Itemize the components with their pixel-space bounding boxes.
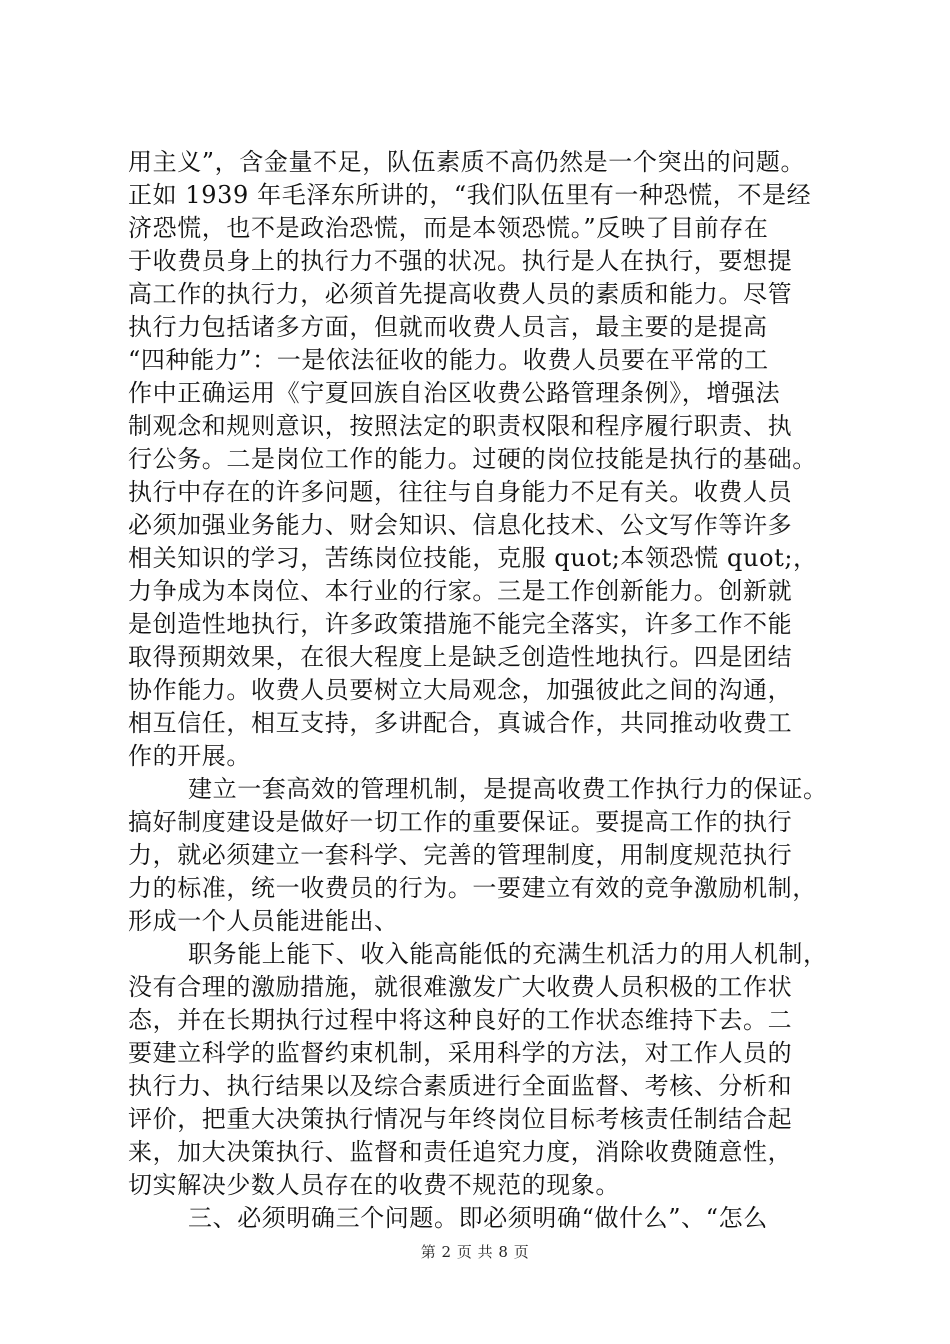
text-line: 要建立科学的监督约束机制，采用科学的方法，对工作人员的 bbox=[128, 1039, 793, 1067]
text-line: 行公务。二是岗位工作的能力。过硬的岗位技能是执行的基础。 bbox=[128, 445, 817, 473]
text-line: 搞好制度建设是做好一切工作的重要保证。要提高工作的执行 bbox=[128, 808, 793, 836]
text-line: 力的标准，统一收费员的行为。一要建立有效的竞争激励机制， bbox=[128, 874, 817, 902]
text-line: 执行力、执行结果以及综合素质进行全面监督、考核、分析和 bbox=[128, 1072, 793, 1100]
text-line: 作的开展。 bbox=[128, 742, 251, 770]
text-line: 相关知识的学习，苦练岗位技能，克服 quot;本领恐慌 quot;， bbox=[128, 544, 818, 572]
text-line: 必须加强业务能力、财会知识、信息化技术、公文写作等许多 bbox=[128, 511, 793, 539]
text-line: “四种能力”：一是依法征收的能力。收费人员要在平常的工 bbox=[128, 346, 769, 374]
text-line: 作中正确运用《宁夏回族自治区收费公路管理条例》，增强法 bbox=[128, 379, 781, 407]
text-line: 相互信任，相互支持，多讲配合，真诚合作，共同推动收费工 bbox=[128, 709, 793, 737]
text-line: 取得预期效果，在很大程度上是缺乏创造性地执行。四是团结 bbox=[128, 643, 793, 671]
text-line: 来，加大决策执行、监督和责任追究力度，消除收费随意性， bbox=[128, 1138, 793, 1166]
text-line: 用主义”，含金量不足，队伍素质不高仍然是一个突出的问题。 bbox=[128, 148, 806, 176]
text-line: 没有合理的激励措施，就很难激发广大收费人员积极的工作状 bbox=[128, 973, 793, 1001]
document-body bbox=[128, 146, 830, 1235]
text-line: 制观念和规则意识，按照法定的职责权限和程序履行职责、执 bbox=[128, 412, 793, 440]
text-line: 高工作的执行力，必须首先提高收费人员的素质和能力。尽管 bbox=[128, 280, 793, 308]
text-line: 形成一个人员能进能出、 bbox=[128, 907, 399, 935]
text-line: 评价，把重大决策执行情况与年终岗位目标考核责任制结合起 bbox=[128, 1105, 793, 1133]
text-line: 职务能上能下、收入能高能低的充满生机活力的用人机制， bbox=[188, 940, 828, 968]
text-line: 力，就必须建立一套科学、完善的管理制度，用制度规范执行 bbox=[128, 841, 793, 869]
page-footer: 第 2 页 共 8 页 bbox=[420, 1243, 530, 1261]
text-line: 执行中存在的许多问题，往往与自身能力不足有关。收费人员 bbox=[128, 478, 793, 506]
text-line: 态，并在长期执行过程中将这种良好的工作状态维持下去。二 bbox=[128, 1006, 793, 1034]
text-line: 于收费员身上的执行力不强的状况。执行是人在执行，要想提 bbox=[128, 247, 793, 275]
text-line: 建立一套高效的管理机制，是提高收费工作执行力的保证。 bbox=[188, 775, 828, 803]
text-line: 三、必须明确三个问题。即必须明确“做什么”、“怎么 bbox=[188, 1204, 768, 1232]
text-line: 济恐慌，也不是政治恐慌，而是本领恐慌。”反映了目前存在 bbox=[128, 214, 769, 242]
text-line: 切实解决少数人员存在的收费不规范的现象。 bbox=[128, 1171, 620, 1199]
text-line: 协作能力。收费人员要树立大局观念，加强彼此之间的沟通， bbox=[128, 676, 793, 704]
text-line: 是创造性地执行，许多政策措施不能完全落实，许多工作不能 bbox=[128, 610, 793, 638]
text-line: 力争成为本岗位、本行业的行家。三是工作创新能力。创新就 bbox=[128, 577, 793, 605]
text-line: 正如 1939 年毛泽东所讲的，“我们队伍里有一种恐慌，不是经 bbox=[128, 181, 812, 209]
text-line: 执行力包括诸多方面，但就而收费人员言，最主要的是提高 bbox=[128, 313, 768, 341]
